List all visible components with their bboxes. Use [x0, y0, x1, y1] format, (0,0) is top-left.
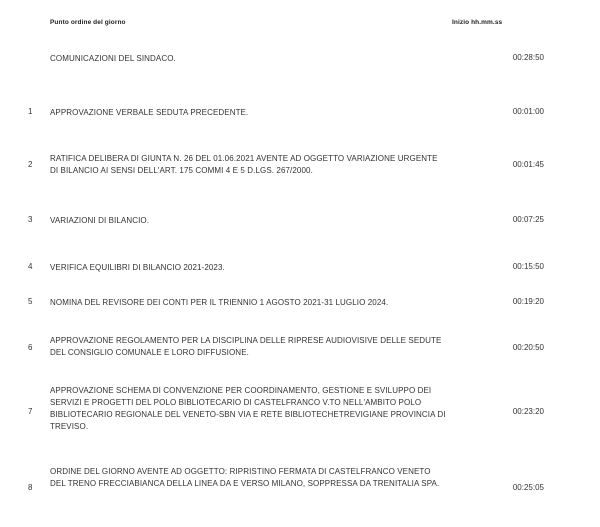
agenda-item-title[interactable]: APPROVAZIONE REGOLAMENTO PER LA DISCIPLINA DELLE RIPRESE AUDIOVISIVE DELLE SEDUTE DEL CONSIGLIO COMUNALE E LORO DIFFUSIONE. [50, 336, 442, 357]
agenda-item-time: 00:15:50 [512, 262, 544, 271]
agenda-item-title[interactable]: APPROVAZIONE SCHEMA DI CONVENZIONE PER COORDINAMENTO, GESTIONE E SVILUPPO DEI SERVIZI E PROGETTI DEL POLO BIBLIOTECARIO DI CASTELFRANCO V.TO NELL'AMBITO POLO BIBLIOTECARIO REGIONALE DEL VENETO-SBN VIA E RETE BIBLIOTECHETREVIGIANE PROVINCIA DI TREVISO. [50, 386, 446, 431]
agenda-item-title[interactable]: RATIFICA DELIBERA DI GIUNTA N. 26 DEL 01.06.2021 AVENTE AD OGGETTO VARIAZIONE URGENTE DI BILANCIO AI SENSI DELL'ART. 175 COMMI 4 E 5 D.LGS. 267/2000. [50, 154, 438, 175]
agenda-item-number: 1 [28, 107, 33, 116]
agenda-item-title[interactable]: ORDINE DEL GIORNO AVENTE AD OGGETTO: RIPRISTINO FERMATA DI CASTELFRANCO VENETO DEL TRENO FRECCIABIANCA DELLA LINEA DA E VERSO MILANO, SOPPRESSA DA TRENITALIA SPA. [50, 467, 440, 488]
column-header-title: Punto ordine del giorno [50, 19, 126, 26]
agenda-item-time: 00:01:45 [512, 160, 544, 169]
agenda-item-time: 00:19:20 [512, 297, 544, 306]
column-header-time: Inizio hh.mm.ss [452, 19, 503, 26]
agenda-item-time: 00:07:25 [512, 215, 544, 224]
agenda-item-number: 4 [28, 262, 33, 271]
agenda-item-time: 00:01:00 [512, 107, 544, 116]
agenda-item-number: 6 [28, 343, 33, 352]
agenda-item-number: 8 [28, 483, 33, 492]
agenda-item-time: 00:23:20 [512, 407, 544, 416]
agenda-item-title[interactable]: NOMINA DEL REVISORE DEI CONTI PER IL TRIENNIO 1 AGOSTO 2021-31 LUGLIO 2024. [50, 298, 389, 307]
agenda-item-title[interactable]: COMUNICAZIONI DEL SINDACO. [50, 54, 176, 63]
agenda-item-title[interactable]: VARIAZIONI DI BILANCIO. [50, 216, 150, 225]
agenda-item-title[interactable]: APPROVAZIONE VERBALE SEDUTA PRECEDENTE. [50, 108, 249, 117]
agenda-item-number: 3 [28, 215, 33, 224]
agenda-item-title[interactable]: VERIFICA EQUILIBRI DI BILANCIO 2021-2023. [50, 263, 225, 272]
agenda-item-time: 00:25:05 [512, 483, 544, 492]
agenda-item-number: 7 [28, 407, 33, 416]
agenda-item-number: 2 [28, 160, 33, 169]
agenda-item-time: 00:20:50 [512, 343, 544, 352]
agenda-item-time: 00:28:50 [512, 53, 544, 62]
agenda-item-number: 5 [28, 297, 33, 306]
